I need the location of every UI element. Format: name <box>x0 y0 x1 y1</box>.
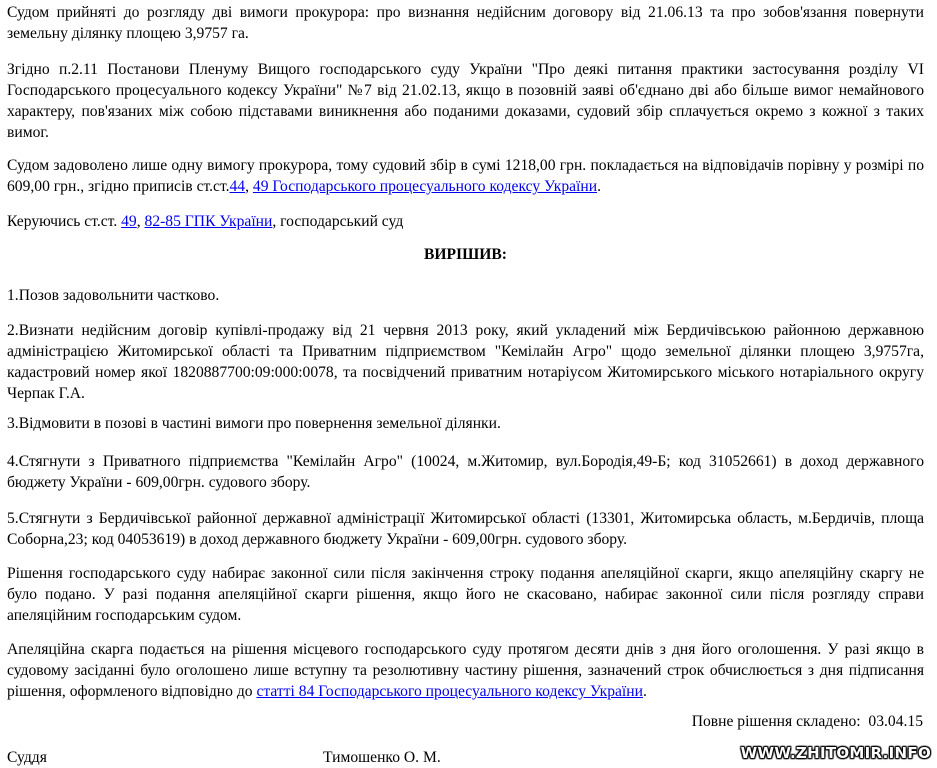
period: . <box>597 178 601 195</box>
paragraph-claims: Судом прийняті до розгляду дві вимоги прокурора: про визнання недійсним договору від 21.06.13 та про зобов'язання повернути земельну ділянку площею 3,9757 га. <box>7 4 924 42</box>
full-decision-label: Повне рішення складено: <box>691 713 861 730</box>
paragraph-court-fee <box>7 155 924 197</box>
decision-item-5: 5.Стягнути з Бердичівської районної державної адміністрації Житомирської області (13301, Житомирська область, м.Бердичів, площа Соборна,23; код 04053619) в доход державного бюджету України - 609,00грн. судового збору. <box>7 510 924 548</box>
link-article-49[interactable]: 49 <box>121 213 137 230</box>
decision-item-1: 1.Позов задовольнити частково. <box>7 287 220 304</box>
decision-item-3: 3.Відмовити в позові в частині вимоги про повернення земельної ділянки. <box>7 415 501 432</box>
court-fee-text: Судом задоволено лише одну вимогу прокурора, тому судовий збір в сумі 1218,00 грн. покладається на відповідачів порівну у розмірі по 609,00 грн., згідно приписів ст.ст. <box>7 157 924 195</box>
full-decision-date <box>692 713 923 731</box>
decision-item-2: 2.Визнати недійсним договір купівлі-продажу від 21 червня 2013 року, який укладений між Бердичівською районною державною адміністрацією Житомирської області та Приватним підприємством "Кемілайн Агро" щодо земельної ділянки площею 3,9757га, кадастровий номер якої 1820887700:09:000:0078, та посвідчений приватним нотаріусом Житомирського міського нотаріального округу Черпак Г.А. <box>7 322 924 402</box>
paragraph-legal-force: Рішення господарського суду набирає законної сили після закінчення строку подання апеляційної скарги, якщо апеляційну скаргу не було подано. У разі подання апеляційної скарги рішення, якщо його не скасовано, набирає законної сили після розгляду справи апеляційним господарським судом. <box>7 565 924 624</box>
full-decision-date-value: 03.04.15 <box>868 713 923 730</box>
judge-name: Тимошенко О. М. <box>323 749 441 766</box>
appeal-text: Апеляційна скарга подається на рішення місцевого господарського суду протягом десяти днів з дня його оголошення. У разі якщо в судовому засіданні було оголошено лише вступну та резолютивну частину рішення, зазначений строк обчислюється з дня підписання рішення, оформленого відповідно до <box>7 641 924 700</box>
guided-by-text: Керуючись ст.ст. <box>7 213 122 230</box>
link-article-84[interactable]: статті 84 Господарського процесуального кодексу України <box>256 683 643 700</box>
decision-heading: ВИРІШИВ: <box>424 246 507 263</box>
link-article-49-code[interactable]: 49 Господарського процесуального кодексу України <box>252 178 598 195</box>
separator: , <box>245 178 253 195</box>
link-article-44[interactable]: 44 <box>229 178 246 195</box>
site-watermark: WWW.ZHITOMIR.INFO <box>740 744 931 762</box>
period: . <box>642 683 647 700</box>
judge-label: Суддя <box>7 749 47 766</box>
decision-item-4: 4.Стягнути з Приватного підприємства "Кемілайн Агро" (10024, м.Житомир, вул.Бородія,49-Б; код 31052661) в доход державного бюджету України - 609,00грн. судового збору. <box>7 453 924 491</box>
guided-by-end: , господарський суд <box>272 213 404 230</box>
separator: , <box>136 213 145 230</box>
paragraph-appeal <box>7 639 924 702</box>
link-articles-82-85[interactable]: 82-85 ГПК України <box>144 213 273 230</box>
paragraph-guided-by <box>7 211 924 232</box>
paragraph-plenum-ruling: Згідно п.2.11 Постанови Пленуму Вищого господарського суду України "Про деякі питання практики застосування розділу VI Господарського процесуального кодексу України" №7 від 21.02.13, якщо в позовній заяві об'єднано дві або більше вимог немайнового характеру, пов'язаних між собою підставами виникнення або поданими доказами, судовий збір сплачується окремо з кожної з таких вимог. <box>7 61 924 141</box>
